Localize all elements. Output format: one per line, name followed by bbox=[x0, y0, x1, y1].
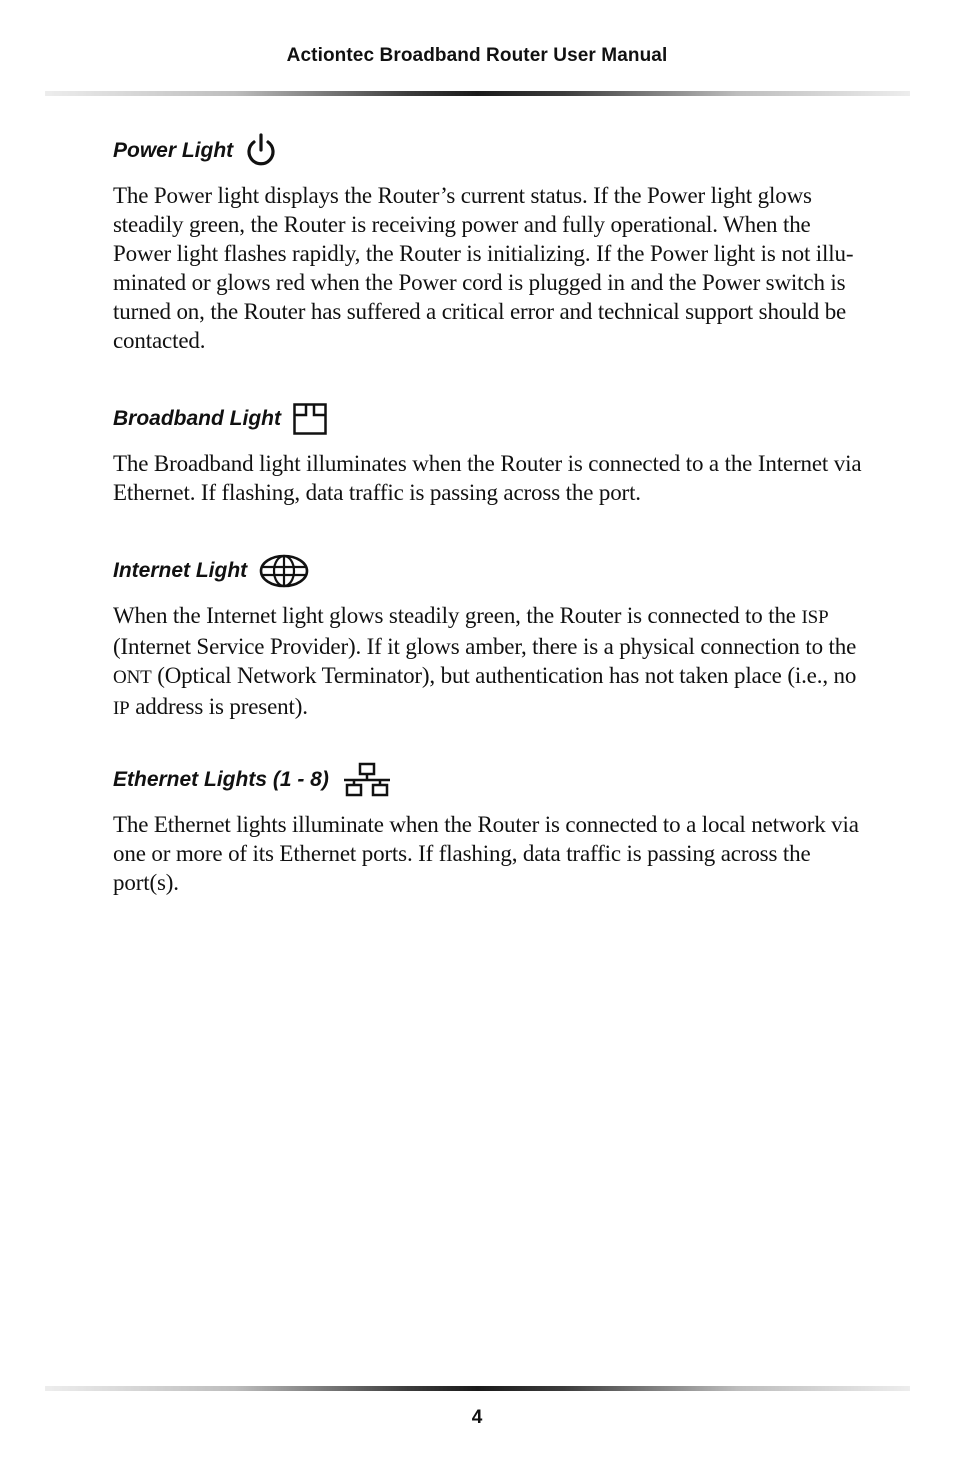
section-body: The Broadband light illuminates when the Router is connected to a the Internet via Ethernet. If flashing, data traffic is passing across the port. bbox=[113, 451, 862, 505]
footer-rule bbox=[45, 1386, 910, 1391]
body-text-part: (Optical Network Terminator), but authentication has not taken place (i.e., no bbox=[151, 663, 857, 688]
heading-label: Ethernet Lights (1 - 8) bbox=[113, 768, 329, 791]
body-text-part: (Internet Service Provider). If it glows amber, there is a physical connection to the bbox=[113, 634, 857, 659]
heading-label: Internet Light bbox=[113, 559, 248, 582]
section-internet-light bbox=[113, 551, 873, 746]
section-body: The Power light displays the Router’s current status. If the Power light glows steadily green, the Router is receiving power and fully operational. When the Power light flashes rapidly, the Router is initializing. If the Power light is not illu-minated or glows red when the Power cord is plugged in and the Power switch is turned on, the Router has suffered a critical error and technical support should be contacted. bbox=[113, 183, 854, 353]
section-heading bbox=[113, 760, 873, 800]
body-text-part: address is present). bbox=[129, 694, 308, 719]
network-icon bbox=[343, 762, 391, 798]
section-heading bbox=[113, 551, 873, 591]
abbr-ont: ONT bbox=[113, 667, 152, 688]
heading-label: Power Light bbox=[113, 139, 234, 162]
abbr-isp: ISP bbox=[801, 607, 829, 628]
body-text-part: When the Internet light glows steadily green, the Router is connected to the bbox=[113, 603, 802, 628]
page-number: 4 bbox=[471, 1407, 483, 1428]
abbr-ip: IP bbox=[113, 698, 130, 719]
broadband-icon bbox=[293, 403, 327, 435]
page-header-title: Actiontec Broadband Router User Manual bbox=[286, 45, 668, 66]
section-heading bbox=[113, 131, 873, 171]
section-ethernet-lights bbox=[113, 760, 873, 920]
section-power-light bbox=[113, 131, 873, 378]
globe-icon bbox=[259, 554, 309, 588]
power-icon bbox=[245, 132, 277, 170]
section-body: The Ethernet lights illuminate when the Router is connected to a local network via one or more of its Ethernet ports. If flashing, data traffic is passing across the port(s). bbox=[113, 812, 859, 895]
section-body bbox=[113, 601, 873, 723]
header-rule bbox=[45, 91, 910, 96]
section-heading bbox=[113, 399, 873, 439]
section-broadband-light bbox=[113, 399, 873, 530]
heading-label: Broadband Light bbox=[113, 407, 281, 430]
